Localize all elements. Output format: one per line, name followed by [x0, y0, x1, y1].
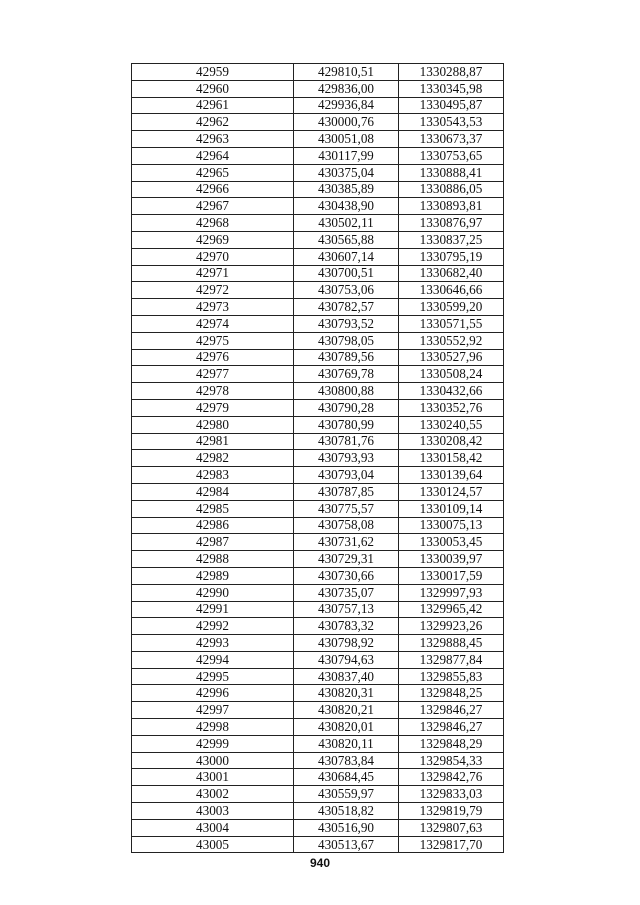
x-coordinate-cell: 430757,13	[294, 601, 399, 618]
x-coordinate-cell: 430731,62	[294, 534, 399, 551]
table-row	[132, 752, 504, 769]
x-coordinate-cell: 429836,00	[294, 80, 399, 97]
table-row	[132, 215, 504, 232]
x-coordinate-cell: 430117,99	[294, 147, 399, 164]
table-row	[132, 668, 504, 685]
y-coordinate-cell: 1330288,87	[399, 64, 504, 81]
point-number-cell: 42973	[132, 299, 294, 316]
point-number-cell: 42961	[132, 97, 294, 114]
point-number-cell: 43004	[132, 819, 294, 836]
point-number-cell: 42984	[132, 483, 294, 500]
point-number-cell: 42996	[132, 685, 294, 702]
y-coordinate-cell: 1330543,53	[399, 114, 504, 131]
point-number-cell: 42986	[132, 517, 294, 534]
point-number-cell: 42965	[132, 164, 294, 181]
y-coordinate-cell: 1329923,26	[399, 618, 504, 635]
x-coordinate-cell: 430559,97	[294, 786, 399, 803]
x-coordinate-cell: 430783,84	[294, 752, 399, 769]
table-row	[132, 769, 504, 786]
x-coordinate-cell: 430820,31	[294, 685, 399, 702]
y-coordinate-cell: 1330495,87	[399, 97, 504, 114]
point-number-cell: 42969	[132, 231, 294, 248]
point-number-cell: 42990	[132, 584, 294, 601]
x-coordinate-cell: 430700,51	[294, 265, 399, 282]
point-number-cell: 42962	[132, 114, 294, 131]
y-coordinate-cell: 1329854,33	[399, 752, 504, 769]
x-coordinate-cell: 429936,84	[294, 97, 399, 114]
table-row	[132, 147, 504, 164]
point-number-cell: 42983	[132, 467, 294, 484]
y-coordinate-cell: 1330682,40	[399, 265, 504, 282]
x-coordinate-cell: 430820,11	[294, 735, 399, 752]
y-coordinate-cell: 1330893,81	[399, 198, 504, 215]
table-row	[132, 198, 504, 215]
table-row	[132, 450, 504, 467]
table-row	[132, 685, 504, 702]
y-coordinate-cell: 1329846,27	[399, 719, 504, 736]
point-number-cell: 42999	[132, 735, 294, 752]
point-number-cell: 42982	[132, 450, 294, 467]
point-number-cell: 42989	[132, 567, 294, 584]
x-coordinate-cell: 430789,56	[294, 349, 399, 366]
y-coordinate-cell: 1330208,42	[399, 433, 504, 450]
y-coordinate-cell: 1329965,42	[399, 601, 504, 618]
y-coordinate-cell: 1329848,29	[399, 735, 504, 752]
y-coordinate-cell: 1330508,24	[399, 366, 504, 383]
y-coordinate-cell: 1330039,97	[399, 551, 504, 568]
table-row	[132, 836, 504, 853]
point-number-cell: 42966	[132, 181, 294, 198]
x-coordinate-cell: 430758,08	[294, 517, 399, 534]
table-row	[132, 601, 504, 618]
x-coordinate-cell: 430735,07	[294, 584, 399, 601]
point-number-cell: 42985	[132, 500, 294, 517]
table-row	[132, 97, 504, 114]
point-number-cell: 43000	[132, 752, 294, 769]
table-row	[132, 651, 504, 668]
x-coordinate-cell: 430518,82	[294, 803, 399, 820]
y-coordinate-cell: 1329819,79	[399, 803, 504, 820]
y-coordinate-cell: 1329888,45	[399, 635, 504, 652]
point-number-cell: 42976	[132, 349, 294, 366]
y-coordinate-cell: 1330053,45	[399, 534, 504, 551]
table-row	[132, 349, 504, 366]
x-coordinate-cell: 430783,32	[294, 618, 399, 635]
y-coordinate-cell: 1330599,20	[399, 299, 504, 316]
y-coordinate-cell: 1330352,76	[399, 399, 504, 416]
x-coordinate-cell: 430684,45	[294, 769, 399, 786]
x-coordinate-cell: 430820,01	[294, 719, 399, 736]
table-row	[132, 383, 504, 400]
point-number-cell: 43001	[132, 769, 294, 786]
point-number-cell: 42993	[132, 635, 294, 652]
table-row	[132, 248, 504, 265]
y-coordinate-cell: 1330888,41	[399, 164, 504, 181]
y-coordinate-cell: 1329846,27	[399, 702, 504, 719]
x-coordinate-cell: 430769,78	[294, 366, 399, 383]
x-coordinate-cell: 430780,99	[294, 416, 399, 433]
y-coordinate-cell: 1330017,59	[399, 567, 504, 584]
table-row	[132, 315, 504, 332]
y-coordinate-cell: 1329833,03	[399, 786, 504, 803]
table-row	[132, 282, 504, 299]
point-number-cell: 42974	[132, 315, 294, 332]
x-coordinate-cell: 430729,31	[294, 551, 399, 568]
table-row	[132, 517, 504, 534]
coordinates-table-body	[132, 64, 504, 853]
y-coordinate-cell: 1329848,25	[399, 685, 504, 702]
table-row	[132, 416, 504, 433]
y-coordinate-cell: 1330124,57	[399, 483, 504, 500]
y-coordinate-cell: 1330345,98	[399, 80, 504, 97]
y-coordinate-cell: 1330527,96	[399, 349, 504, 366]
point-number-cell: 42971	[132, 265, 294, 282]
point-number-cell: 42980	[132, 416, 294, 433]
page-number: 940	[309, 856, 331, 870]
point-number-cell: 43005	[132, 836, 294, 853]
x-coordinate-cell: 430798,92	[294, 635, 399, 652]
y-coordinate-cell: 1330552,92	[399, 332, 504, 349]
table-row	[132, 567, 504, 584]
x-coordinate-cell: 430820,21	[294, 702, 399, 719]
table-row	[132, 483, 504, 500]
x-coordinate-cell: 430775,57	[294, 500, 399, 517]
table-row	[132, 332, 504, 349]
y-coordinate-cell: 1330571,55	[399, 315, 504, 332]
table-row	[132, 114, 504, 131]
x-coordinate-cell: 430565,88	[294, 231, 399, 248]
coordinates-table	[131, 63, 504, 853]
x-coordinate-cell: 430787,85	[294, 483, 399, 500]
point-number-cell: 43003	[132, 803, 294, 820]
point-number-cell: 42959	[132, 64, 294, 81]
x-coordinate-cell: 430375,04	[294, 164, 399, 181]
table-row	[132, 366, 504, 383]
table-row	[132, 433, 504, 450]
x-coordinate-cell: 430793,52	[294, 315, 399, 332]
table-row	[132, 534, 504, 551]
y-coordinate-cell: 1330753,65	[399, 147, 504, 164]
y-coordinate-cell: 1329842,76	[399, 769, 504, 786]
y-coordinate-cell: 1329855,83	[399, 668, 504, 685]
x-coordinate-cell: 430502,11	[294, 215, 399, 232]
point-number-cell: 42970	[132, 248, 294, 265]
x-coordinate-cell: 430793,93	[294, 450, 399, 467]
y-coordinate-cell: 1329997,93	[399, 584, 504, 601]
point-number-cell: 42967	[132, 198, 294, 215]
x-coordinate-cell: 430790,28	[294, 399, 399, 416]
point-number-cell: 42997	[132, 702, 294, 719]
x-coordinate-cell: 430793,04	[294, 467, 399, 484]
x-coordinate-cell: 430782,57	[294, 299, 399, 316]
point-number-cell: 42998	[132, 719, 294, 736]
table-row	[132, 131, 504, 148]
point-number-cell: 42968	[132, 215, 294, 232]
y-coordinate-cell: 1330432,66	[399, 383, 504, 400]
x-coordinate-cell: 430607,14	[294, 248, 399, 265]
table-row	[132, 819, 504, 836]
table-row	[132, 500, 504, 517]
y-coordinate-cell: 1330886,05	[399, 181, 504, 198]
y-coordinate-cell: 1330837,25	[399, 231, 504, 248]
table-row	[132, 584, 504, 601]
table-row	[132, 231, 504, 248]
point-number-cell: 42981	[132, 433, 294, 450]
table-row	[132, 181, 504, 198]
y-coordinate-cell: 1329877,84	[399, 651, 504, 668]
x-coordinate-cell: 430800,88	[294, 383, 399, 400]
y-coordinate-cell: 1329807,63	[399, 819, 504, 836]
y-coordinate-cell: 1330158,42	[399, 450, 504, 467]
x-coordinate-cell: 430781,76	[294, 433, 399, 450]
table-row	[132, 399, 504, 416]
point-number-cell: 42960	[132, 80, 294, 97]
x-coordinate-cell: 430438,90	[294, 198, 399, 215]
table-row	[132, 803, 504, 820]
table-row	[132, 265, 504, 282]
y-coordinate-cell: 1330646,66	[399, 282, 504, 299]
point-number-cell: 42975	[132, 332, 294, 349]
table-row	[132, 164, 504, 181]
table-row	[132, 467, 504, 484]
y-coordinate-cell: 1330795,19	[399, 248, 504, 265]
point-number-cell: 42991	[132, 601, 294, 618]
x-coordinate-cell: 429810,51	[294, 64, 399, 81]
point-number-cell: 42978	[132, 383, 294, 400]
point-number-cell: 42977	[132, 366, 294, 383]
x-coordinate-cell: 430798,05	[294, 332, 399, 349]
point-number-cell: 42979	[132, 399, 294, 416]
table-row	[132, 64, 504, 81]
point-number-cell: 42963	[132, 131, 294, 148]
y-coordinate-cell: 1330109,14	[399, 500, 504, 517]
table-row	[132, 299, 504, 316]
point-number-cell: 43002	[132, 786, 294, 803]
point-number-cell: 42972	[132, 282, 294, 299]
x-coordinate-cell: 430385,89	[294, 181, 399, 198]
point-number-cell: 42987	[132, 534, 294, 551]
x-coordinate-cell: 430753,06	[294, 282, 399, 299]
table-row	[132, 80, 504, 97]
x-coordinate-cell: 430516,90	[294, 819, 399, 836]
y-coordinate-cell: 1330139,64	[399, 467, 504, 484]
table-row	[132, 551, 504, 568]
point-number-cell: 42964	[132, 147, 294, 164]
x-coordinate-cell: 430837,40	[294, 668, 399, 685]
x-coordinate-cell: 430513,67	[294, 836, 399, 853]
x-coordinate-cell: 430000,76	[294, 114, 399, 131]
x-coordinate-cell: 430794,63	[294, 651, 399, 668]
y-coordinate-cell: 1329817,70	[399, 836, 504, 853]
table-row	[132, 719, 504, 736]
point-number-cell: 42992	[132, 618, 294, 635]
point-number-cell: 42988	[132, 551, 294, 568]
y-coordinate-cell: 1330240,55	[399, 416, 504, 433]
table-row	[132, 702, 504, 719]
y-coordinate-cell: 1330673,37	[399, 131, 504, 148]
table-row	[132, 735, 504, 752]
x-coordinate-cell: 430730,66	[294, 567, 399, 584]
table-row	[132, 786, 504, 803]
y-coordinate-cell: 1330075,13	[399, 517, 504, 534]
x-coordinate-cell: 430051,08	[294, 131, 399, 148]
table-row	[132, 635, 504, 652]
table-row	[132, 618, 504, 635]
point-number-cell: 42995	[132, 668, 294, 685]
y-coordinate-cell: 1330876,97	[399, 215, 504, 232]
point-number-cell: 42994	[132, 651, 294, 668]
